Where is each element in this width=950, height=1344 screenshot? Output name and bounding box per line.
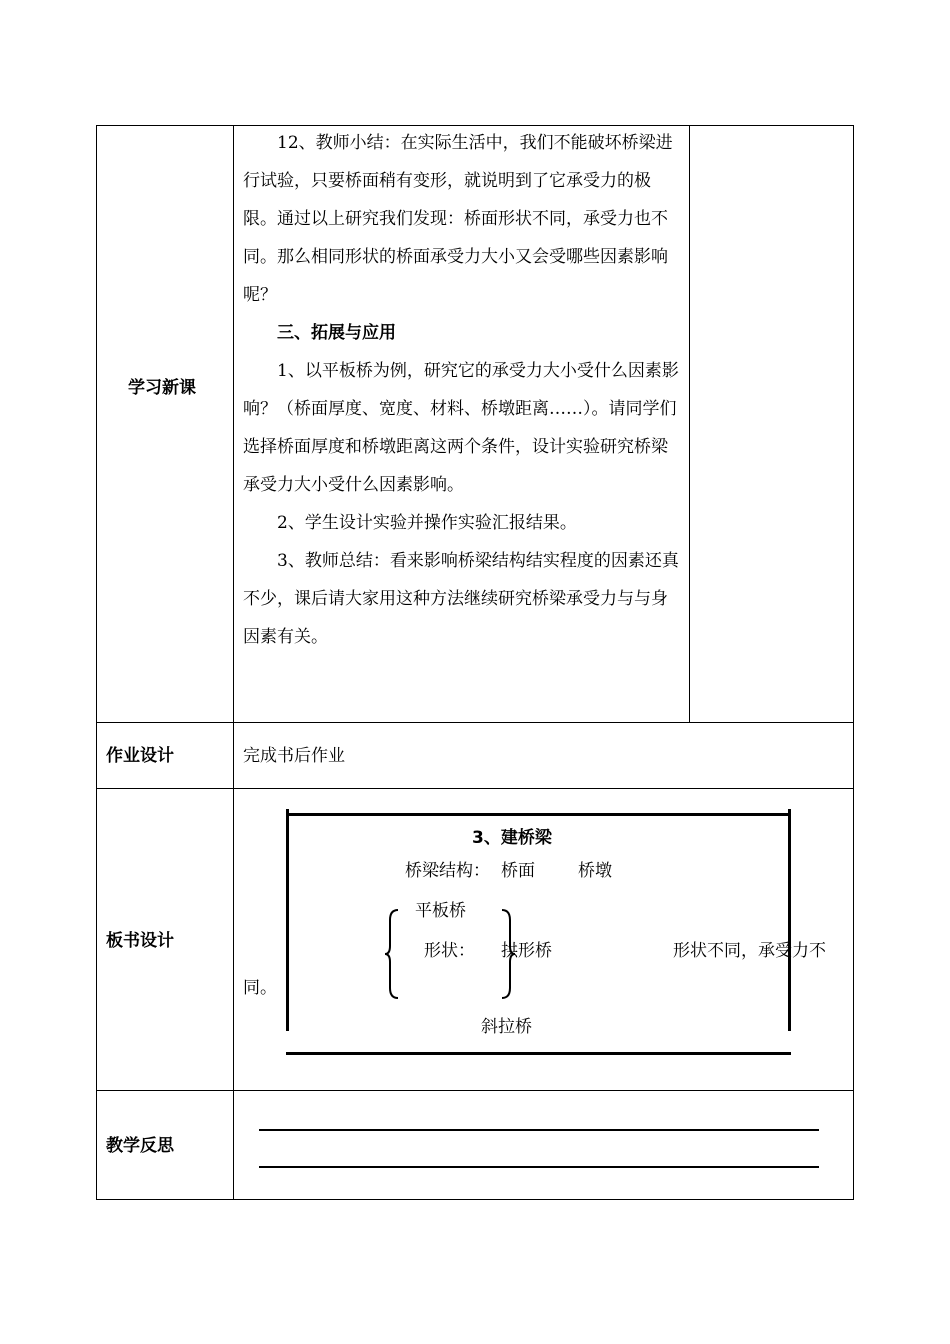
board-frame-left bbox=[286, 809, 289, 1031]
left-brace-icon bbox=[384, 908, 400, 1000]
row-divider-3 bbox=[96, 1090, 854, 1091]
table-border-right bbox=[853, 125, 854, 1200]
board-conclusion-wrap: 同。 bbox=[243, 978, 277, 998]
notes-column-divider bbox=[689, 125, 690, 722]
board-conclusion: 形状不同，承受力不 bbox=[673, 941, 826, 961]
learning-content bbox=[243, 124, 683, 656]
table-border-bottom bbox=[96, 1199, 854, 1200]
structure-label: 桥梁结构： bbox=[405, 861, 490, 881]
bridge-type-arch: 拱形桥 bbox=[501, 941, 552, 961]
row-divider-2 bbox=[96, 788, 854, 789]
extension-paragraph-3: 3、教师总结：看来影响桥梁结构结实程度的因素还真不少，课后请大家用这种方法继续研究桥梁承受力与与身因素有关。 bbox=[243, 551, 679, 647]
table-border-left bbox=[96, 125, 97, 1200]
row-label-reflection: 教学反思 bbox=[106, 1136, 174, 1156]
board-title: 3、建桥梁 bbox=[472, 828, 552, 848]
homework-content: 完成书后作业 bbox=[243, 746, 345, 766]
section-heading: 三、拓展与应用 bbox=[277, 323, 396, 343]
extension-paragraph-1: 1、以平板桥为例，研究它的承受力大小受什么因素影响？（桥面厚度、宽度、材料、桥墩距离……）。请同学们选择桥面厚度和桥墩距离这两个条件，设计实验研究桥梁承受力大小受什么因素影响。 bbox=[243, 361, 679, 495]
bridge-type-flat: 平板桥 bbox=[415, 901, 466, 921]
row-label-homework: 作业设计 bbox=[106, 746, 174, 766]
board-frame-top bbox=[286, 813, 791, 816]
shape-label: 形状： bbox=[424, 941, 475, 961]
summary-paragraph: 12、教师小结：在实际生活中，我们不能破坏桥梁进行试验，只要桥面稍有变形，就说明到了它承受力的极限。通过以上研究我们发现：桥面形状不同，承受力也不同。那么相同形状的桥面承受力大小又会受哪些因素影响呢？ bbox=[243, 133, 673, 305]
structure-item-pier: 桥墩 bbox=[578, 861, 612, 881]
right-brace-icon bbox=[500, 908, 516, 1000]
extension-paragraph-2: 2、学生设计实验并操作实验汇报结果。 bbox=[277, 513, 577, 533]
row-label-learning: 学习新课 bbox=[128, 378, 196, 398]
board-frame-bottom bbox=[286, 1052, 791, 1055]
bridge-type-cable: 斜拉桥 bbox=[481, 1017, 532, 1037]
reflection-line-2 bbox=[259, 1166, 819, 1168]
row-label-board: 板书设计 bbox=[106, 931, 174, 951]
structure-item-deck: 桥面 bbox=[501, 861, 535, 881]
board-frame-right bbox=[788, 809, 791, 1031]
label-column-divider bbox=[233, 125, 234, 1200]
reflection-line-1 bbox=[259, 1129, 819, 1131]
row-divider-1 bbox=[96, 722, 854, 723]
